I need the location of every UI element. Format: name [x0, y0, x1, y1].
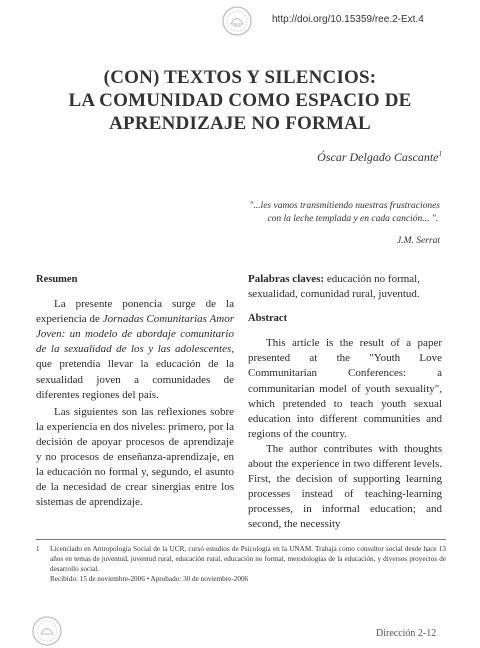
author-footnote-mark: 1 [438, 150, 442, 158]
epigraph-line-1: "...les vamos transmitiendo nuestras frustraciones [249, 201, 440, 211]
epigraph-line-2: con la leche templada y en cada canción... ". [267, 214, 439, 224]
resumen-p1-end: , que pretendía llevar la educación de la sexualidad joven a comunidades de diferentes regiones del país. [36, 343, 234, 401]
resumen-paragraph-1 [36, 297, 234, 403]
epigraph-attribution: J.M. Serrat [396, 236, 440, 246]
abstract-column [248, 272, 442, 533]
epigraph [249, 200, 440, 226]
author-name [317, 150, 442, 165]
keywords [248, 272, 442, 302]
article-title [0, 66, 480, 135]
abstract-paragraph-1: This article is the result of a paper presented at the "Youth Love Communitarian Conferences: a communitarian model of youth sexuality", which pretended to teach youth sexual education into different communities and regions of the country. [248, 337, 442, 440]
footnote-text: Licenciado en Antropología Social de la UCR, cursó estudios de Psicología en la UNAM. Trabaja como consultor social desde hace 13 años en temas de juventud, juventud rural, educación rural, educación no formal, metodologías de la educación, y diversos proyectos de desarrollo social. [50, 545, 446, 573]
title-line-2: LA COMUNIDAD COMO ESPACIO DE [68, 90, 412, 111]
page-footer: Dirección 2-12 [376, 628, 437, 639]
doi-link[interactable]: http://doi.org/10.15359/ree.2-Ext.4 [272, 14, 424, 25]
resumen-column [36, 272, 234, 510]
seal-icon [220, 4, 254, 38]
keywords-text: educación no formal, sexualidad, comunidad rural, juventud. [248, 273, 420, 301]
abstract-paragraph-2: The author contributes with thoughts about the experience in two different levels. First, the decision of supporting learning processes instead of teaching-learning processes, in informal education; and second, the necessity [248, 442, 442, 531]
footnote-number: 1 [36, 545, 40, 553]
keywords-label: Palabras claves: [248, 273, 325, 285]
author-name-text: Óscar Delgado Cascante [317, 150, 439, 164]
resumen-paragraph-2: Las siguientes son las reflexiones sobre la experiencia en dos niveles: primero, por la decisión de apoyar procesos de aprendizaje y no procesos de enseñanza-aprendizaje, en la educación no formal y, segundo, el asunto de la necesidad de crear sinergias entre los sistemas de aprendizaje. [36, 405, 234, 509]
resumen-p1-italic: Jornadas Comunitarias Amor Joven: un modelo de abordaje comunitario de la sexualidad de los y las adolescentes [36, 313, 234, 356]
abstract-heading: Abstract [248, 313, 288, 325]
footnote [36, 544, 446, 584]
footnote-divider [36, 539, 446, 540]
resumen-heading: Resumen [36, 274, 78, 285]
received-dates: Recibido: 15 de noviembre-2006 • Aprobado: 30 de noviembre-2006 [50, 575, 249, 583]
title-line-3: APRENDIZAJE NO FORMAL [109, 113, 371, 134]
title-line-1: (CON) TEXTOS Y SILENCIOS: [103, 67, 377, 88]
seal-icon [30, 614, 64, 648]
resumen-p1-start: La presente ponencia surge de la experiencia de [36, 298, 234, 326]
